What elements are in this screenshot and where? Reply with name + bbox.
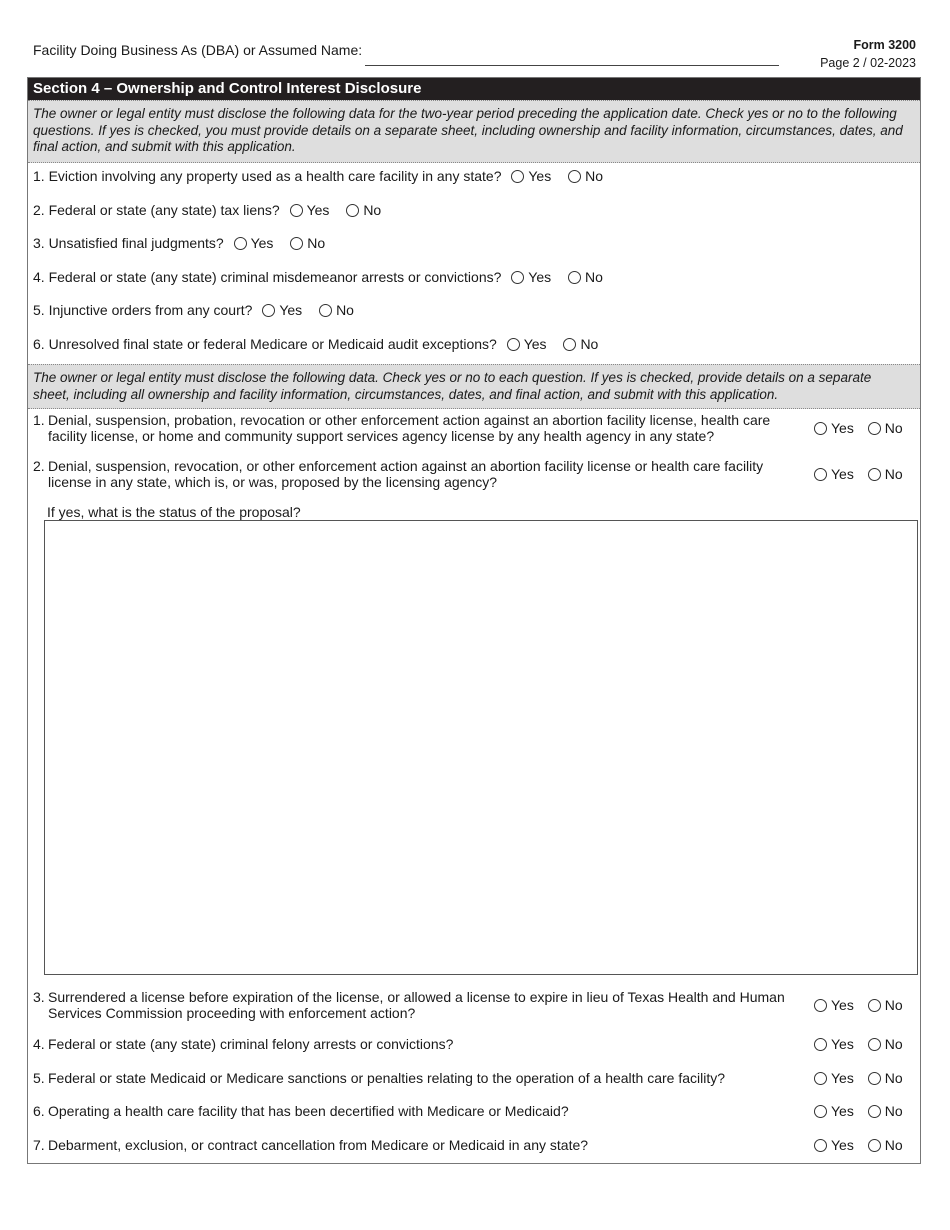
- no-option[interactable]: No: [868, 1137, 903, 1153]
- no-option[interactable]: No: [868, 997, 903, 1013]
- yes-option[interactable]: Yes: [507, 336, 547, 352]
- question-p2-5: 5. Federal or state Medicaid or Medicare sanctions or penalties relating to the operation of a health care facility?: [33, 1070, 793, 1086]
- radio-no[interactable]: [563, 338, 576, 351]
- yes-option[interactable]: Yes: [290, 202, 330, 218]
- instructions-part2: The owner or legal entity must disclose the following data. Check yes or no to each question. If yes is checked, provide details on a separate sheet, including all ownership and facility information, circumstances, dates, and final action, and submit with this application.: [28, 364, 920, 409]
- yes-no-p2-1: [814, 420, 903, 436]
- status-textarea[interactable]: [44, 520, 918, 975]
- radio-yes[interactable]: [507, 338, 520, 351]
- radio-no[interactable]: [868, 422, 881, 435]
- no-option[interactable]: No: [563, 336, 598, 352]
- radio-yes[interactable]: [814, 1105, 827, 1118]
- radio-yes[interactable]: [290, 204, 303, 217]
- yes-option[interactable]: Yes: [262, 302, 302, 318]
- section-4: [27, 77, 921, 1164]
- no-option[interactable]: No: [868, 466, 903, 482]
- question-text: 3. Unsatisfied final judgments?: [33, 235, 224, 251]
- no-option[interactable]: No: [290, 235, 325, 251]
- question-text: 6. Unresolved final state or federal Medicare or Medicaid audit exceptions?: [33, 336, 497, 352]
- radio-no[interactable]: [346, 204, 359, 217]
- no-option[interactable]: No: [868, 420, 903, 436]
- status-label: If yes, what is the status of the proposal?: [47, 504, 301, 520]
- yes-option[interactable]: Yes: [814, 420, 854, 436]
- radio-yes[interactable]: [814, 1139, 827, 1152]
- radio-no[interactable]: [868, 468, 881, 481]
- no-option[interactable]: No: [346, 202, 381, 218]
- radio-no[interactable]: [868, 1038, 881, 1051]
- yes-option[interactable]: Yes: [814, 466, 854, 482]
- no-option[interactable]: No: [568, 168, 603, 184]
- yes-no-p2-5: [814, 1070, 903, 1086]
- yes-no-p2-4: [814, 1036, 903, 1052]
- dba-label: Facility Doing Business As (DBA) or Assumed Name:: [33, 42, 363, 58]
- yes-option[interactable]: Yes: [814, 997, 854, 1013]
- radio-no[interactable]: [868, 1072, 881, 1085]
- yes-option[interactable]: Yes: [814, 1137, 854, 1153]
- yes-no-p2-6: [814, 1103, 903, 1119]
- dba-input-line[interactable]: [365, 65, 779, 66]
- question-text: Operating a health care facility that has been decertified with Medicare or Medicaid?: [48, 1103, 569, 1119]
- question-p1-1: [33, 168, 603, 184]
- yes-option[interactable]: Yes: [234, 235, 274, 251]
- page-info: Page 2 / 02-2023: [820, 56, 916, 70]
- question-p2-4: 4. Federal or state (any state) criminal felony arrests or convictions?: [33, 1036, 793, 1052]
- radio-no[interactable]: [868, 999, 881, 1012]
- yes-no-p2-3: [814, 997, 903, 1013]
- section-title: Section 4 – Ownership and Control Interest Disclosure: [28, 78, 920, 100]
- radio-yes[interactable]: [814, 1072, 827, 1085]
- question-p1-5: [33, 302, 354, 318]
- question-text: 5. Injunctive orders from any court?: [33, 302, 253, 318]
- question-text: Denial, suspension, revocation, or other enforcement action against an abortion facility license or health care facility license in any state, which is, or was, proposed by the licensing agency?: [48, 458, 764, 490]
- question-text: Debarment, exclusion, or contract cancellation from Medicare or Medicaid in any state?: [48, 1137, 589, 1153]
- question-text: Surrendered a license before expiration of the license, or allowed a license to expire in lieu of Texas Health and Human Services Commission proceeding with enforcement action?: [48, 989, 785, 1021]
- question-p2-3: 3. Surrendered a license before expiration of the license, or allowed a license to expire in lieu of Texas Health and Human Services Commission proceeding with enforcement action?: [33, 989, 793, 1021]
- question-text: Denial, suspension, probation, revocation or other enforcement action against an abortion facility license, health care facility license, or home and community support services agency license by any health agency in any state?: [48, 412, 771, 444]
- radio-yes[interactable]: [234, 237, 247, 250]
- radio-yes[interactable]: [511, 170, 524, 183]
- yes-option[interactable]: Yes: [814, 1070, 854, 1086]
- question-text: 2. Federal or state (any state) tax liens?: [33, 202, 280, 218]
- radio-yes[interactable]: [814, 422, 827, 435]
- question-p2-1: 1. Denial, suspension, probation, revocation or other enforcement action against an abortion facility license, health care facility license, or home and community support services agency license by any health agency in any state?: [33, 412, 793, 444]
- question-p1-3: [33, 235, 325, 251]
- question-p1-6: [33, 336, 598, 352]
- yes-option[interactable]: Yes: [511, 269, 551, 285]
- radio-no[interactable]: [868, 1105, 881, 1118]
- radio-yes[interactable]: [511, 271, 524, 284]
- question-p2-6: 6. Operating a health care facility that has been decertified with Medicare or Medicaid?: [33, 1103, 793, 1119]
- question-text: Federal or state (any state) criminal felony arrests or convictions?: [48, 1036, 454, 1052]
- question-text: 1. Eviction involving any property used as a health care facility in any state?: [33, 168, 502, 184]
- question-p2-2: 2. Denial, suspension, revocation, or other enforcement action against an abortion facility license or health care facility license in any state, which is, or was, proposed by the licensing agency?: [33, 458, 793, 490]
- radio-yes[interactable]: [814, 999, 827, 1012]
- radio-no[interactable]: [568, 271, 581, 284]
- yes-option[interactable]: Yes: [814, 1103, 854, 1119]
- yes-option[interactable]: Yes: [511, 168, 551, 184]
- question-p1-4: [33, 269, 603, 285]
- radio-yes[interactable]: [814, 1038, 827, 1051]
- instructions-part1: The owner or legal entity must disclose the following data for the two-year period preceding the application date. Check yes or no to the following questions. If yes is checked, you must provide details on a separate sheet, including ownership and facility information, circumstances, dates, and final action, and submit with this application.: [28, 100, 920, 163]
- no-option[interactable]: No: [868, 1036, 903, 1052]
- yes-option[interactable]: Yes: [814, 1036, 854, 1052]
- yes-no-p2-7: [814, 1137, 903, 1153]
- no-option[interactable]: No: [568, 269, 603, 285]
- question-p2-7: 7. Debarment, exclusion, or contract cancellation from Medicare or Medicaid in any state?: [33, 1137, 793, 1153]
- question-text: Federal or state Medicaid or Medicare sanctions or penalties relating to the operation of a health care facility?: [48, 1070, 726, 1086]
- no-option[interactable]: No: [868, 1103, 903, 1119]
- no-option[interactable]: No: [868, 1070, 903, 1086]
- no-option[interactable]: No: [319, 302, 354, 318]
- radio-no[interactable]: [319, 304, 332, 317]
- radio-no[interactable]: [290, 237, 303, 250]
- radio-yes[interactable]: [814, 468, 827, 481]
- yes-no-p2-2: [814, 466, 903, 482]
- radio-no[interactable]: [868, 1139, 881, 1152]
- question-p1-2: [33, 202, 381, 218]
- radio-no[interactable]: [568, 170, 581, 183]
- form-number: Form 3200: [853, 38, 916, 52]
- radio-yes[interactable]: [262, 304, 275, 317]
- question-text: 4. Federal or state (any state) criminal misdemeanor arrests or convictions?: [33, 269, 502, 285]
